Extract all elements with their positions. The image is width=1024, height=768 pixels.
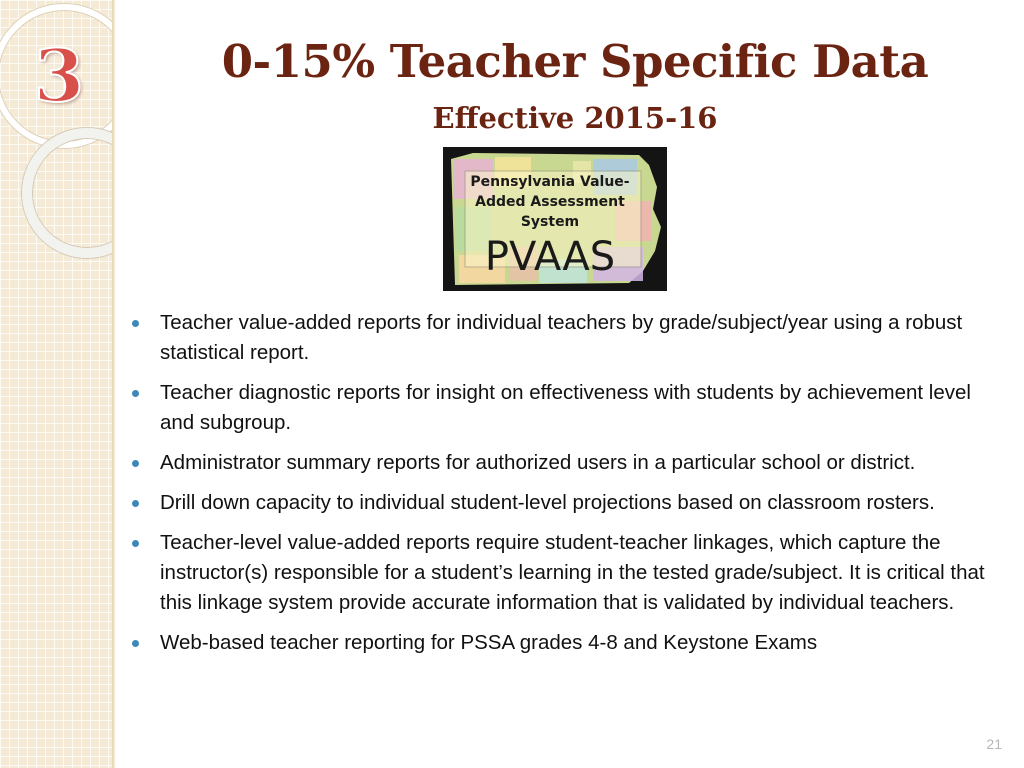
bullet-item	[130, 378, 990, 438]
bullet-dot-icon	[132, 540, 139, 547]
logo-line: System	[520, 214, 580, 230]
bullet-text: Drill down capacity to individual student-level projections based on classroom rosters.	[160, 491, 935, 514]
slide-title: 0-15% Teacher Specific Data	[221, 35, 929, 88]
bullet-item	[130, 528, 990, 618]
bullet-dot-icon	[132, 460, 139, 467]
bullet-list	[130, 308, 990, 668]
pvaas-logo	[443, 147, 667, 291]
bullet-item	[130, 308, 990, 368]
decorative-sidebar	[0, 0, 112, 768]
bullet-dot-icon	[132, 320, 139, 327]
logo-caption	[465, 172, 635, 232]
bullet-text: Administrator summary reports for authorized users in a particular school or district.	[160, 451, 916, 474]
bullet-text: Teacher-level value-added reports require student-teacher linkages, which capture the instructor(s) responsible for a student’s learning in the tested grade/subject. It is critical that this linkage system provide accurate information that is validated by individual teachers.	[160, 531, 985, 614]
logo-line: Added Assessment	[475, 194, 625, 210]
logo-acronym: PVAAS	[484, 234, 616, 280]
bullet-text: Teacher diagnostic reports for insight on effectiveness with students by achievement level and subgroup.	[160, 381, 971, 434]
bullet-dot-icon	[132, 500, 139, 507]
sidebar-divider	[112, 0, 115, 768]
bullet-item	[130, 448, 990, 478]
bullet-dot-icon	[132, 640, 139, 647]
bullet-text: Web-based teacher reporting for PSSA grades 4-8 and Keystone Exams	[160, 631, 818, 654]
slide-subtitle: Effective 2015-16	[432, 101, 718, 135]
bullet-item	[130, 488, 990, 518]
bullet-text: Teacher value-added reports for individual teachers by grade/subject/year using a robust statistical report.	[160, 311, 963, 364]
bullet-item	[130, 628, 990, 658]
page-number: 21	[986, 736, 1002, 752]
logo-line: Pennsylvania Value-	[470, 174, 630, 190]
decorative-ring	[22, 128, 112, 258]
bullet-dot-icon	[132, 390, 139, 397]
section-number-badge: 3	[34, 33, 85, 118]
